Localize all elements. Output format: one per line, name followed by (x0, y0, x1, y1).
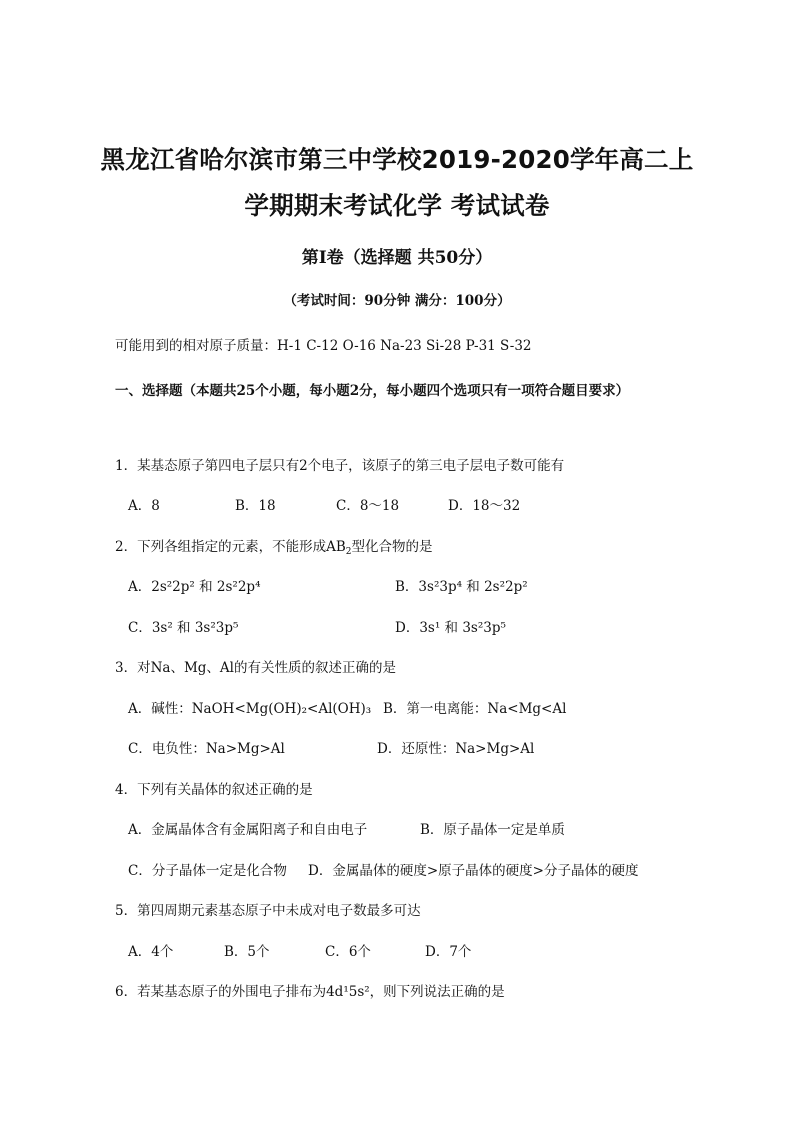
question-1-stem: 1．某基态原子第四电子层只有2个电子，该原子的第三电子层电子数可能有 (115, 458, 565, 474)
question-2-option-d: D．3s¹ 和 3s²3p⁵ (395, 620, 506, 636)
question-2-stem-pre: 2．下列各组指定的元素，不能形成AB (115, 539, 346, 555)
exam-info: （考试时间：90分钟 满分：100分） (283, 293, 511, 309)
volume-heading: 第Ⅰ卷（选择题 共50分） (301, 248, 493, 268)
section-heading: 一、选择题（本题共25个小题，每小题2分，每小题四个选项只有一项符合题目要求） (115, 383, 630, 399)
exam-title-line-1: 黑龙江省哈尔滨市第三中学校2019-2020学年高二上 (100, 145, 694, 174)
question-2-stem-subscript: 2 (345, 547, 352, 557)
question-4-option-a: A．金属晶体含有金属阳离子和自由电子 (128, 822, 368, 838)
exam-title-line-2: 学期期末考试化学 考试试卷 (244, 191, 550, 220)
question-1-option-c: C．8～18 (336, 498, 400, 514)
question-1-option-b: B．18 (235, 498, 276, 514)
question-4-option-c: C．分子晶体一定是化合物 (128, 863, 287, 879)
question-6-stem: 6．若某基态原子的外围电子排布为4d¹5s²，则下列说法正确的是 (115, 984, 505, 1000)
question-5-option-a: A．4个 (128, 944, 174, 960)
question-5-option-b: B．5个 (224, 944, 270, 960)
question-3-option-d: D．还原性：Na>Mg>Al (377, 741, 535, 757)
atomic-masses: 可能用到的相对原子质量：H-1 C-12 O-16 Na-23 Si-28 P-31 S-32 (115, 338, 532, 354)
question-5-stem: 5．第四周期元素基态原子中未成对电子数最多可达 (115, 903, 421, 919)
question-2-option-c: C．3s² 和 3s²3p⁵ (128, 620, 239, 636)
question-4-option-d: D．金属晶体的硬度>原子晶体的硬度>分子晶体的硬度 (308, 863, 639, 879)
question-2-stem-post: 型化合物的是 (351, 539, 433, 555)
question-1-option-d: D．18～32 (448, 498, 521, 514)
question-3-stem: 3．对Na、Mg、Al的有关性质的叙述正确的是 (115, 660, 396, 676)
question-4-stem: 4．下列有关晶体的叙述正确的是 (115, 782, 313, 798)
question-2-option-b: B．3s²3p⁴ 和 2s²2p² (395, 579, 528, 595)
question-4-option-b: B．原子晶体一定是单质 (420, 822, 565, 838)
question-5-option-c: C．6个 (325, 944, 371, 960)
question-3-option-c: C．电负性：Na>Mg>Al (128, 741, 285, 757)
question-2-stem (115, 538, 433, 556)
question-3-option-b: B．第一电离能：Na<Mg<Al (383, 701, 567, 717)
question-3-option-a: A．碱性：NaOH<Mg(OH)₂<Al(OH)₃ (128, 701, 372, 717)
question-2-option-a: A．2s²2p² 和 2s²2p⁴ (128, 579, 261, 595)
question-1-option-a: A．8 (128, 498, 160, 514)
question-5-option-d: D．7个 (425, 944, 472, 960)
